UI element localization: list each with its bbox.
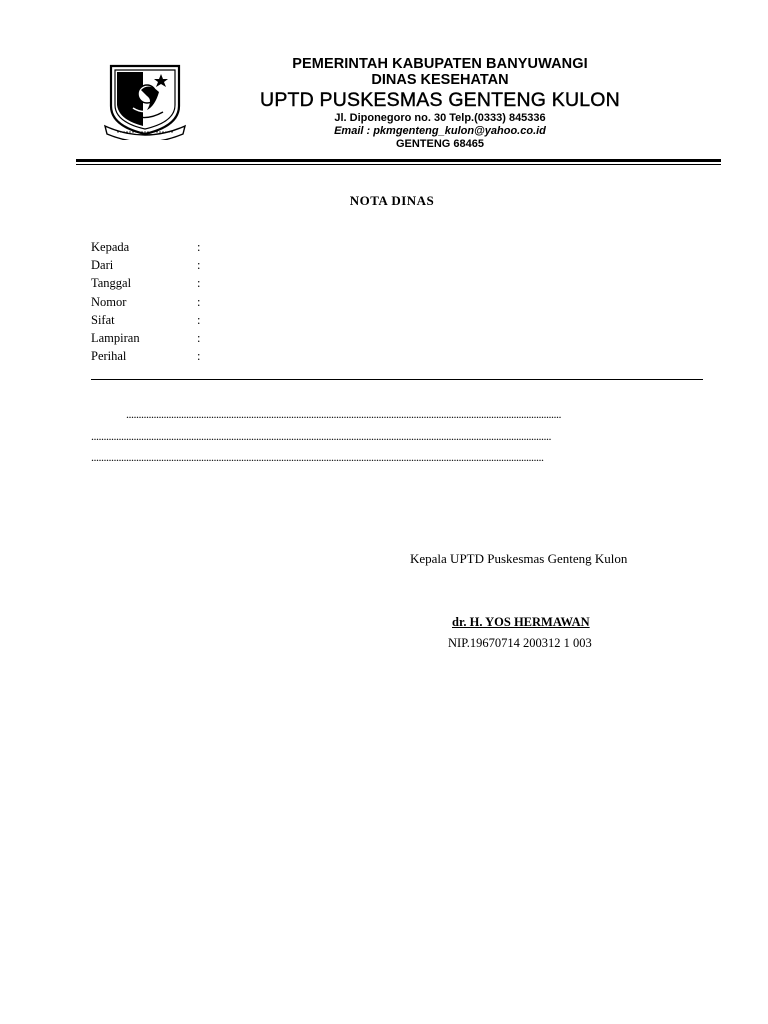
field-row-dari (91, 256, 207, 274)
fields-separator-line (91, 379, 703, 380)
regency-emblem-logo (103, 60, 187, 140)
field-row-perihal (91, 347, 207, 365)
document-title: NOTA DINAS (349, 193, 435, 208)
field-colon: : (197, 312, 201, 327)
body-line: ..................................................................................................................................................................................... (91, 450, 544, 464)
letterhead-rule-thick (76, 159, 721, 162)
field-colon: : (197, 349, 201, 364)
field-label: Sifat (91, 312, 115, 327)
field-colon: : (197, 330, 201, 345)
field-colon: : (197, 276, 201, 291)
field-row-sifat (91, 311, 207, 329)
field-label: Tanggal (91, 276, 132, 291)
signatory-title: Kepala UPTD Puskesmas Genteng Kulon (410, 551, 628, 566)
letterhead-rule-thin (76, 164, 721, 165)
field-label: Dari (91, 258, 114, 273)
letterhead (190, 56, 690, 151)
institution-name: UPTD PUSKESMAS GENTENG KULON (260, 89, 620, 111)
field-row-nomor (91, 293, 207, 311)
email-line: Email : pkmgenteng_kulon@yahoo.co.id (334, 125, 546, 137)
government-name: PEMERINTAH KABUPATEN BANYUWANGI (292, 56, 588, 72)
field-row-kepada (91, 238, 207, 256)
field-colon: : (197, 258, 201, 273)
department-name: DINAS KESEHATAN (371, 72, 509, 88)
field-colon: : (197, 240, 201, 254)
field-label: Lampiran (91, 330, 140, 345)
signatory-name: dr. H. YOS HERMAWAN (452, 615, 590, 629)
field-label: Nomor (91, 294, 127, 309)
signatory-nip: NIP.19670714 200312 1 003 (448, 636, 592, 650)
field-row-lampiran (91, 329, 207, 347)
address-line: Jl. Diponegoro no. 30 Telp.(0333) 845336 (334, 112, 546, 124)
body-line: .............................................................................................................................................................................. (126, 407, 561, 421)
field-row-tanggal (91, 274, 207, 292)
field-label: Kepada (91, 240, 130, 254)
city-line: GENTENG 68465 (395, 138, 485, 150)
body-line: ........................................................................................................................................................................................ (91, 429, 551, 443)
field-colon: : (197, 294, 201, 309)
field-label: Perihal (91, 349, 127, 364)
memo-fields (91, 238, 207, 365)
